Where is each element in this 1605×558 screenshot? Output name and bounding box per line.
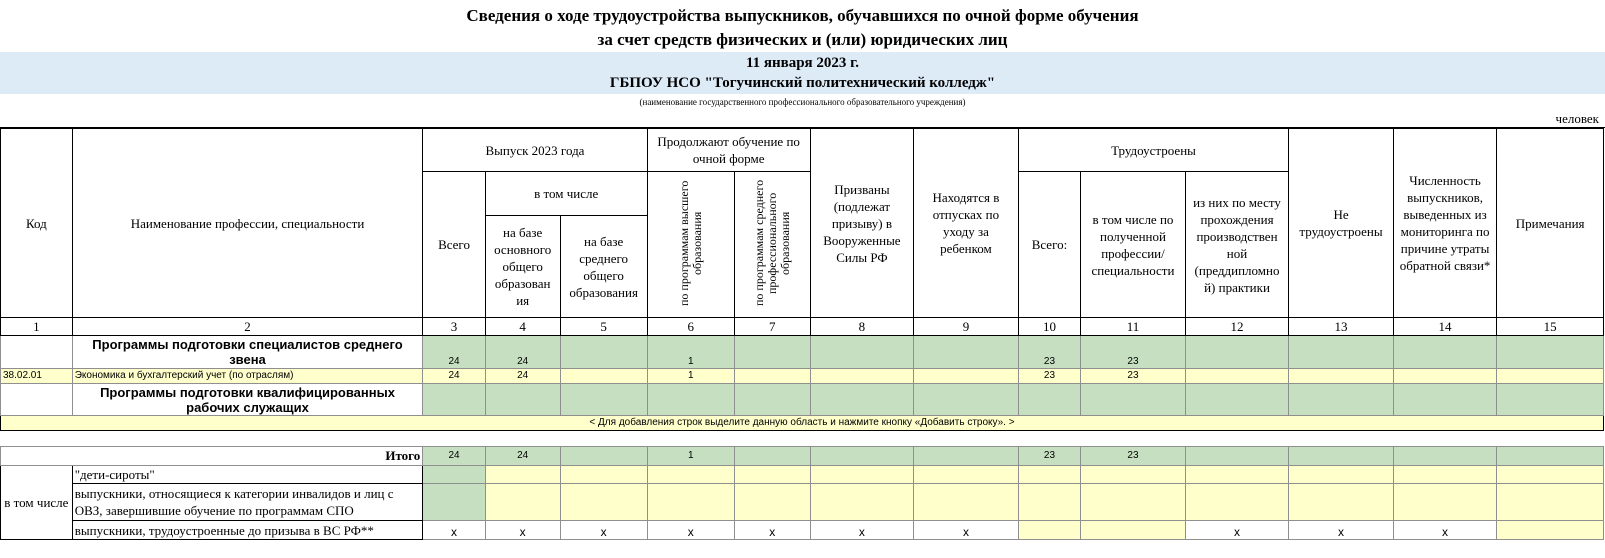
- col-number: 4: [485, 318, 560, 336]
- value-cell[interactable]: [914, 384, 1019, 416]
- value-cell[interactable]: [1393, 466, 1497, 484]
- value-cell[interactable]: [1081, 484, 1186, 521]
- value-cell[interactable]: [1393, 384, 1497, 416]
- value-cell[interactable]: [1497, 336, 1604, 369]
- x-mark: х: [1393, 521, 1497, 540]
- value-cell[interactable]: 23: [1018, 336, 1081, 369]
- col-number: 1: [1, 318, 73, 336]
- header-spo: [734, 172, 810, 318]
- value-cell[interactable]: 23: [1081, 336, 1186, 369]
- header-graduation: Выпуск 2023 года: [423, 129, 647, 172]
- value-cell[interactable]: 24: [423, 336, 486, 369]
- x-mark: х: [485, 521, 560, 540]
- value-cell[interactable]: [560, 466, 647, 484]
- header-by-profession: в том числе по полученной профессии/ специальности: [1081, 172, 1186, 318]
- value-cell[interactable]: [1185, 369, 1289, 384]
- value-cell[interactable]: [1185, 484, 1289, 521]
- value-cell[interactable]: [485, 484, 560, 521]
- code-cell: [1, 384, 73, 416]
- value-cell: [423, 466, 486, 484]
- report-date: 11 января 2023 г.: [745, 55, 860, 71]
- section-label: Программы подготовки квалифицированных рабочих служащих: [72, 384, 423, 416]
- value-cell[interactable]: [1185, 466, 1289, 484]
- table-row: [1, 336, 1604, 369]
- value-cell[interactable]: [1289, 336, 1394, 369]
- value-cell[interactable]: [810, 336, 914, 369]
- col-number: 14: [1393, 318, 1497, 336]
- add-row-hint[interactable]: < Для добавления строк выделите данную область и нажмите кнопку «Добавить строку». >: [1, 416, 1604, 431]
- col-number: 8: [810, 318, 914, 336]
- value-cell[interactable]: [1497, 369, 1604, 384]
- value-cell[interactable]: [1393, 369, 1497, 384]
- col-number: 9: [914, 318, 1019, 336]
- value-cell[interactable]: [1081, 384, 1186, 416]
- header-secondary-general: на базе среднего общего образования: [560, 216, 647, 318]
- row-label-orphans: "дети-сироты": [72, 466, 423, 484]
- value-cell: [810, 447, 914, 466]
- value-cell: 1: [647, 447, 734, 466]
- value-cell[interactable]: [423, 384, 486, 416]
- value-cell: 23: [1081, 447, 1186, 466]
- col-number: 7: [734, 318, 810, 336]
- x-mark: х: [914, 521, 1019, 540]
- value-cell[interactable]: [1081, 521, 1186, 540]
- value-cell[interactable]: [1393, 484, 1497, 521]
- value-cell: [914, 447, 1019, 466]
- x-mark: х: [423, 521, 486, 540]
- value-cell[interactable]: [1289, 384, 1394, 416]
- table-row: [1, 521, 1604, 540]
- header-withdrawn: Численность выпускников, выведенных из мониторинга по причине утраты обратной связи*: [1393, 129, 1497, 318]
- value-cell[interactable]: [810, 466, 914, 484]
- value-cell[interactable]: [1185, 384, 1289, 416]
- value-cell[interactable]: [1185, 336, 1289, 369]
- header-unemployed: Не трудоустроены: [1289, 129, 1394, 318]
- value-cell[interactable]: [914, 484, 1019, 521]
- value-cell: [560, 447, 647, 466]
- value-cell: [1497, 447, 1604, 466]
- organization-name: ГБПОУ НСО "Тогучинский политехнический колледж": [609, 75, 996, 91]
- value-cell: [1289, 447, 1394, 466]
- x-mark: х: [1185, 521, 1289, 540]
- header-continue-study: Продолжают обучение по очной форме: [647, 129, 810, 172]
- value-cell: [423, 484, 486, 521]
- value-cell[interactable]: [647, 466, 734, 484]
- report-title-line1: Сведения о ходе трудоустройства выпускников, обучавшихся по очной форме обучения: [466, 6, 1139, 25]
- header-basic-general: на базе основного общего образован ия: [485, 216, 560, 318]
- x-mark: х: [810, 521, 914, 540]
- value-cell[interactable]: [1018, 384, 1081, 416]
- value-cell[interactable]: [1018, 484, 1081, 521]
- value-cell[interactable]: [485, 384, 560, 416]
- value-cell[interactable]: 24: [485, 369, 560, 384]
- col-number: 12: [1185, 318, 1289, 336]
- code-cell: [1, 336, 73, 369]
- col-number: 13: [1289, 318, 1394, 336]
- table-row: [1, 466, 1604, 484]
- code-cell[interactable]: 38.02.01: [1, 369, 73, 384]
- value-cell[interactable]: [560, 336, 647, 369]
- x-mark: х: [560, 521, 647, 540]
- value-cell[interactable]: 1: [647, 369, 734, 384]
- employment-table: [0, 128, 1604, 540]
- header-grad-total: Всего: [423, 172, 486, 318]
- header-army: Призваны (подлежат призыву) в Вооруженные Силы РФ: [810, 129, 914, 318]
- x-mark: х: [647, 521, 734, 540]
- table-row: [1, 369, 1604, 384]
- value-cell[interactable]: [810, 384, 914, 416]
- row-label-disabled: выпускники, относящиеся к категории инвалидов и лиц с ОВЗ, завершившие обучение по программам СПО: [72, 484, 423, 521]
- value-cell[interactable]: [734, 369, 810, 384]
- col-number: 5: [560, 318, 647, 336]
- value-cell[interactable]: [560, 384, 647, 416]
- header-by-practice: из них по месту прохождения производствен ной (преддипломно й) практики: [1185, 172, 1289, 318]
- unit-label: человек: [1555, 111, 1599, 126]
- value-cell[interactable]: [914, 336, 1019, 369]
- header-spo-text: по программам среднего профессионального образования: [751, 179, 792, 306]
- value-cell[interactable]: [647, 384, 734, 416]
- value-cell[interactable]: [1497, 384, 1604, 416]
- header-employed-total: Всего:: [1018, 172, 1081, 318]
- value-cell[interactable]: [1081, 466, 1186, 484]
- value-cell[interactable]: [914, 466, 1019, 484]
- value-cell[interactable]: [1018, 466, 1081, 484]
- col-number: 6: [647, 318, 734, 336]
- col-number: 11: [1081, 318, 1186, 336]
- report-title-line2: за счет средств физических и (или) юридических лиц: [597, 30, 1008, 49]
- value-cell: [1393, 447, 1497, 466]
- total-label: Итого: [1, 447, 423, 466]
- header-leave: Находятся в отпусках по уходу за ребенком: [914, 129, 1019, 318]
- header-higher-ed: [647, 172, 734, 318]
- x-mark: х: [734, 521, 810, 540]
- col-number: 3: [423, 318, 486, 336]
- value-cell[interactable]: [734, 384, 810, 416]
- value-cell[interactable]: [560, 484, 647, 521]
- value-cell[interactable]: [1289, 369, 1394, 384]
- header-code: Код: [1, 129, 73, 318]
- value-cell[interactable]: 24: [423, 369, 486, 384]
- value-cell[interactable]: [1497, 521, 1604, 540]
- value-cell[interactable]: [1289, 484, 1394, 521]
- value-cell: 24: [423, 447, 486, 466]
- row-label-pre-army: выпускники, трудоустроенные до призыва в ВС РФ**: [72, 521, 423, 540]
- header-higher-ed-text: по программам высшего образования: [676, 179, 704, 306]
- value-cell[interactable]: [734, 484, 810, 521]
- spacer-row: [1, 431, 1604, 447]
- value-cell[interactable]: 23: [1018, 369, 1081, 384]
- header-employed: Трудоустроены: [1018, 129, 1289, 172]
- value-cell[interactable]: [914, 369, 1019, 384]
- value-cell[interactable]: [1289, 466, 1394, 484]
- table-row: [1, 484, 1604, 521]
- value-cell[interactable]: 24: [485, 336, 560, 369]
- col-number: 15: [1497, 318, 1604, 336]
- col-number: 2: [72, 318, 423, 336]
- value-cell[interactable]: [810, 369, 914, 384]
- value-cell[interactable]: [560, 369, 647, 384]
- value-cell[interactable]: [1497, 466, 1604, 484]
- x-mark: х: [1289, 521, 1394, 540]
- header-notes: Примечания: [1497, 129, 1604, 318]
- value-cell[interactable]: [734, 466, 810, 484]
- value-cell[interactable]: [1393, 336, 1497, 369]
- header-including: в том числе: [485, 172, 647, 216]
- value-cell[interactable]: [810, 484, 914, 521]
- value-cell[interactable]: 1: [647, 336, 734, 369]
- value-cell[interactable]: 23: [1081, 369, 1186, 384]
- value-cell[interactable]: [1018, 521, 1081, 540]
- value-cell: 24: [485, 447, 560, 466]
- total-row: [1, 447, 1604, 466]
- value-cell[interactable]: [485, 466, 560, 484]
- name-cell[interactable]: Экономика и бухгалтерский учет (по отраслям): [72, 369, 423, 384]
- organization-caption: (наименование государственного профессионального образовательного учреждения): [639, 97, 966, 107]
- value-cell[interactable]: [647, 484, 734, 521]
- value-cell: [734, 447, 810, 466]
- table-row: [1, 384, 1604, 416]
- value-cell[interactable]: [1497, 484, 1604, 521]
- including-label: в том числе: [1, 466, 73, 540]
- value-cell[interactable]: [734, 336, 810, 369]
- value-cell: 23: [1018, 447, 1081, 466]
- col-number: 10: [1018, 318, 1081, 336]
- value-cell: [1185, 447, 1289, 466]
- section-label: Программы подготовки специалистов среднего звена: [72, 336, 423, 369]
- header-name: Наименование профессии, специальности: [72, 129, 423, 318]
